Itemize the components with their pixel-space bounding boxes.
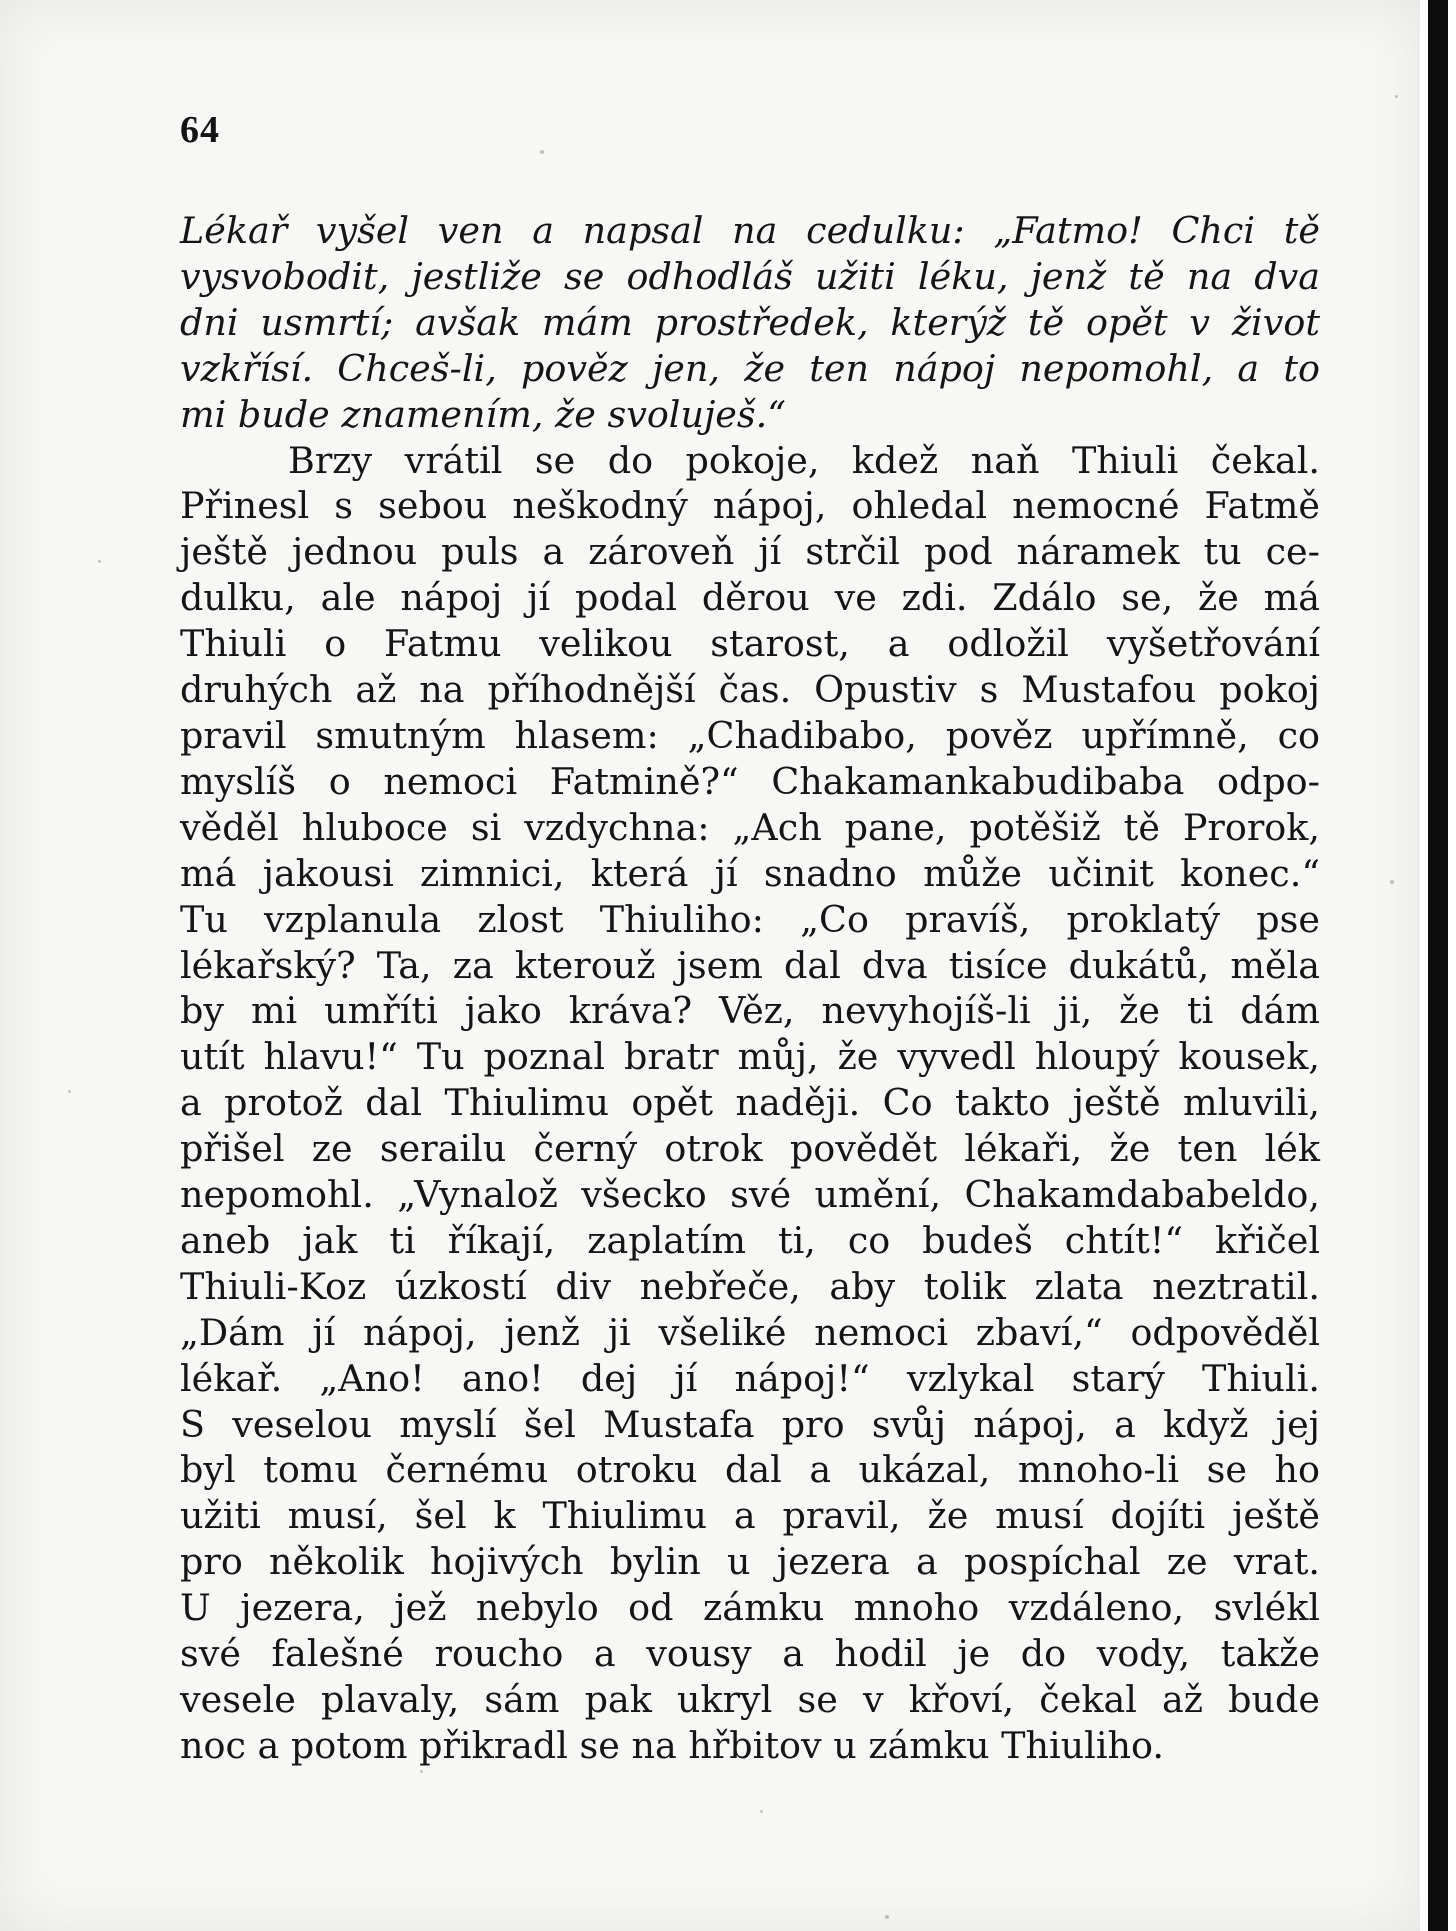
line-text: „Dám jí nápoj, jenž ji všeliké nemoci zbaví,“ odpověděl xyxy=(180,1310,1320,1354)
text-line xyxy=(180,1631,1320,1677)
page-number: 64 xyxy=(180,109,220,151)
line-text: Thiuli-Koz úzkostí div nebřeče, aby tolik zlata neztratil. xyxy=(180,1264,1320,1308)
text-line xyxy=(180,1034,1320,1080)
text-line xyxy=(180,1447,1320,1493)
line-text: byl tomu černému otroku dal a ukázal, mnoho-li se ho xyxy=(180,1448,1320,1492)
line-text: aneb jak ti říkají, zaplatím ti, co budeš chtít!“ křičel xyxy=(180,1218,1320,1262)
text-line xyxy=(180,1677,1320,1723)
text-line xyxy=(180,392,1320,438)
paper-speck xyxy=(68,1090,71,1093)
text-line xyxy=(180,1493,1320,1539)
line-text: ještě jednou puls a zároveň jí strčil pod náramek tu ce- xyxy=(180,530,1320,574)
line-text: Lékař vyšel ven a napsal na cedulku: „Fatmo! Chci tě xyxy=(180,209,1320,252)
text-line xyxy=(180,438,1320,484)
line-text: dulku, ale nápoj jí podal děrou ve zdi. Zdálo se, že má xyxy=(180,576,1320,620)
line-text: přišel ze serailu černý otrok povědět lékaři, že ten lék xyxy=(180,1127,1320,1171)
line-text: má jakousi zimnici, která jí snadno může učinit konec.“ xyxy=(180,851,1320,895)
text-line xyxy=(180,988,1320,1034)
line-text: utít hlavu!“ Tu poznal bratr můj, že vyvedl hloupý kousek, xyxy=(180,1035,1320,1079)
line-text: Thiuli o Fatmu velikou starost, a odložil vyšetřování xyxy=(180,622,1320,666)
paper-speck xyxy=(98,560,101,563)
line-text: věděl hluboce si vzdychna: „Ach pane, potěšiž tě Prorok, xyxy=(180,805,1320,849)
paper-speck xyxy=(1395,95,1398,98)
line-text: by mi umříti jako kráva? Věz, nevyhojíš-li ji, že ti dám xyxy=(180,989,1320,1033)
line-text: druhých až na příhodnější čas. Opustiv s Mustafou pokoj xyxy=(180,668,1320,712)
text-line xyxy=(180,1264,1320,1310)
text-line xyxy=(180,1585,1320,1631)
text-line xyxy=(180,1539,1320,1585)
paper-speck xyxy=(1390,880,1394,884)
paper-speck xyxy=(540,150,544,154)
text-line xyxy=(180,1356,1320,1402)
text-line xyxy=(180,943,1320,989)
text-line xyxy=(180,1126,1320,1172)
line-text: pravil smutným hlasem: „Chadibabo, pověz upřímně, co xyxy=(180,713,1320,757)
text-line xyxy=(180,1172,1320,1218)
text-line xyxy=(180,1723,1320,1769)
line-text: vysvobodit, jestliže se odhodláš užiti léku, jenž tě na dva xyxy=(180,254,1320,298)
line-text: lékař. „Ano! ano! dej jí nápoj!“ vzlykal starý Thiuli. xyxy=(180,1356,1320,1400)
text-line xyxy=(180,1080,1320,1126)
line-text: Přinesl s sebou neškodný nápoj, ohledal nemocné Fatmě xyxy=(180,484,1320,528)
line-text: užiti musí, šel k Thiulimu a pravil, že musí dojíti ještě xyxy=(180,1494,1320,1538)
line-text: myslíš o nemoci Fatmině?“ Chakamankabudibaba odpo- xyxy=(180,759,1320,803)
line-text: vesele plavaly, sám pak ukryl se v křoví, čekal až bude xyxy=(180,1678,1320,1721)
line-text: vzkřísí. Chceš-li, pověz jen, že ten nápoj nepomohl, a to xyxy=(180,346,1320,390)
text-line xyxy=(180,575,1320,621)
text-line xyxy=(180,208,1320,254)
text-line xyxy=(180,483,1320,529)
line-text: dni usmrtí; avšak mám prostředek, kterýž tě opět v život xyxy=(180,300,1320,344)
text-line xyxy=(180,529,1320,575)
line-text: a protož dal Thiulimu opět naději. Co takto ještě mluvili, xyxy=(180,1081,1320,1125)
text-line xyxy=(180,1402,1320,1448)
text-line xyxy=(180,759,1320,805)
text-line xyxy=(180,1218,1320,1264)
paper-speck xyxy=(420,1770,423,1773)
paper-speck xyxy=(885,1915,889,1919)
text-line xyxy=(180,254,1320,300)
body-text xyxy=(180,208,1320,1769)
line-text: U jezera, jež nebylo od zámku mnoho vzdáleno, svlékl xyxy=(180,1586,1320,1630)
line-text: mi bude znamením, že svoluješ.“ xyxy=(180,392,786,436)
line-text: své falešné roucho a vousy a hodil je do vody, takže xyxy=(180,1632,1320,1676)
text-line xyxy=(180,805,1320,851)
line-text: S veselou myslí šel Mustafa pro svůj nápoj, a když jej xyxy=(180,1402,1320,1446)
line-text: noc a potom přikradl se na hřbitov u zámku Thiuliho. xyxy=(180,1723,1164,1767)
text-line xyxy=(180,897,1320,943)
text-line xyxy=(180,667,1320,713)
text-line xyxy=(180,621,1320,667)
text-line xyxy=(180,851,1320,897)
line-text: Brzy vrátil se do pokoje, kdež naň Thiuli čekal. xyxy=(288,438,1320,482)
text-line xyxy=(180,300,1320,346)
text-line xyxy=(180,346,1320,392)
paper-speck xyxy=(760,1810,763,1813)
line-text: nepomohl. „Vynalož všecko své umění, Chakamdababeldo, xyxy=(180,1173,1320,1217)
binding-shadow xyxy=(1428,0,1448,1931)
line-text: lékařský? Ta, za kterouž jsem dal dva tisíce dukátů, měla xyxy=(180,943,1320,987)
text-line xyxy=(180,713,1320,759)
text-line xyxy=(180,1310,1320,1356)
line-text: pro několik hojivých bylin u jezera a pospíchal ze vrat. xyxy=(180,1540,1320,1584)
line-text: Tu vzplanula zlost Thiuliho: „Co pravíš, proklatý pse xyxy=(180,897,1320,941)
